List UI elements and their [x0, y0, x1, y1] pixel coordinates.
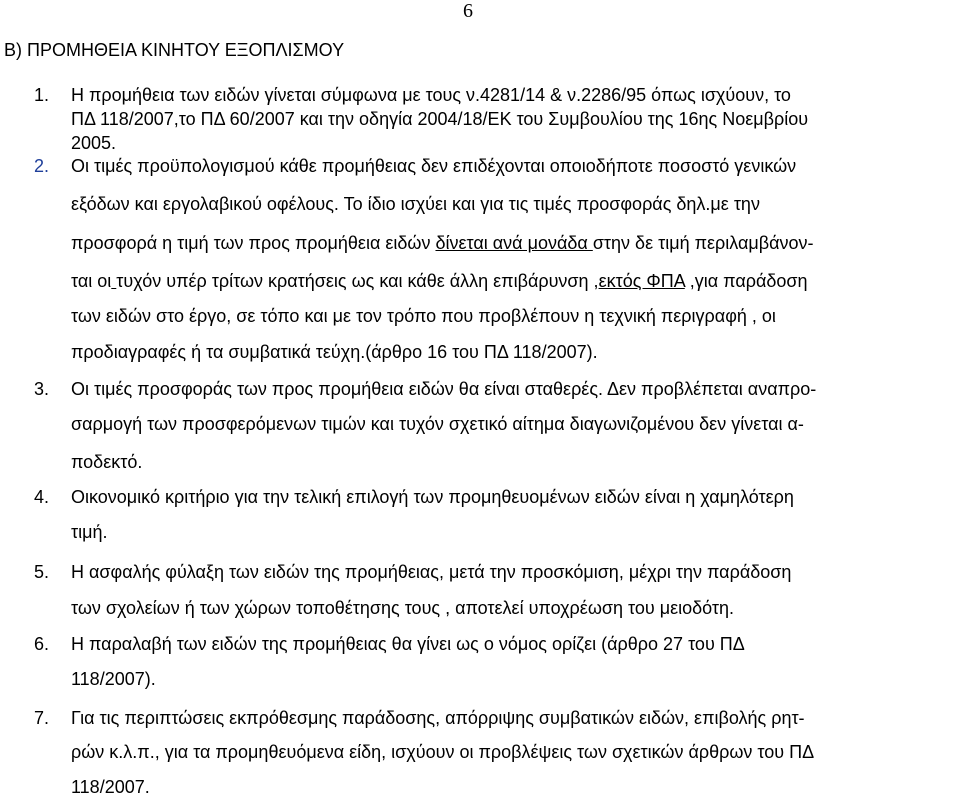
- item-1-line: Η προμήθεια των ειδών γίνεται σύμφωνα με τους ν.4281/14 & ν.2286/95 όπως ισχύουν, το: [71, 85, 791, 105]
- item-6-line: 118/2007).: [71, 669, 156, 689]
- text-segment: ,για παράδοση: [684, 271, 808, 291]
- item-7-line: Για τις περιπτώσεις εκπρόθεσμης παράδοσης, απόρριψης συμβατικών ειδών, επιβολής ρητ-: [71, 708, 805, 728]
- item-6-line: Η παραλαβή των ειδών της προμήθειας θα γίνει ως ο νόμος ορίζει (άρθρο 27 του ΠΔ: [71, 634, 745, 654]
- item-7-number: 7.: [34, 708, 50, 728]
- text-segment: προσφορά η τιμή των προς προμήθεια ειδών: [71, 233, 436, 253]
- item-2-line: προδιαγραφές ή τα συμβατικά τεύχη.(άρθρο 16 του ΠΔ 118/2007).: [71, 342, 598, 362]
- item-2-line: [71, 233, 814, 254]
- item-1-number: 1.: [34, 85, 50, 105]
- text-segment: τυχόν υπέρ τρίτων κρατήσεις ως και κάθε άλλη επιβάρυνση ,: [116, 271, 599, 291]
- item-4-line: Οικονομικό κριτήριο για την τελική επιλογή των προμηθευομένων ειδών είναι η χαμηλότερη: [71, 487, 794, 507]
- page-number: 6: [463, 0, 473, 22]
- item-3-line: Οι τιμές προσφοράς των προς προμήθεια ειδών θα είναι σταθερές. Δεν προβλέπεται αναπρο-: [71, 379, 817, 399]
- text-segment: στην δε τιμή περιλαμβάνον-: [592, 233, 814, 253]
- item-7-line: 118/2007.: [71, 777, 150, 797]
- underlined-text: δίνεται ανά μονάδα: [435, 233, 593, 253]
- item-2-number: 2.: [34, 156, 50, 176]
- underlined-text: εκτός ΦΠΑ: [598, 271, 685, 291]
- item-6-number: 6.: [34, 634, 50, 654]
- item-5-number: 5.: [34, 562, 50, 582]
- item-3-number: 3.: [34, 379, 50, 399]
- item-5-line: των σχολείων ή των χώρων τοποθέτησης τους , αποτελεί υποχρέωση του μειοδότη.: [71, 598, 735, 618]
- section-title: Β) ΠΡΟΜΗΘΕΙΑ ΚΙΝΗΤΟΥ ΕΞΟΠΛΙΣΜΟΥ: [4, 40, 345, 60]
- item-2-line: [71, 271, 808, 292]
- item-2-line: Οι τιμές προϋπολογισμού κάθε προμήθειας δεν επιδέχονται οποιοδήποτε ποσοστό γενικών: [71, 156, 797, 176]
- item-5-line: Η ασφαλής φύλαξη των ειδών της προμήθειας, μετά την προσκόμιση, μέχρι την παράδοση: [71, 562, 792, 582]
- item-4-number: 4.: [34, 487, 50, 507]
- item-1-line: ΠΔ 118/2007,το ΠΔ 60/2007 και την οδηγία 2004/18/ΕΚ του Συμβουλίου της 16ης Νοεμβρίου: [71, 109, 809, 129]
- item-4-line: τιμή.: [71, 522, 108, 542]
- item-2-line: των ειδών στο έργο, σε τόπο και με τον τρόπο που προβλέπουν η τεχνική περιγραφή , οι: [71, 306, 776, 326]
- item-1-line: 2005.: [71, 133, 117, 153]
- text-segment: ται οι: [71, 271, 112, 291]
- item-3-line: σαρμογή των προσφερόμενων τιμών και τυχόν σχετικό αίτημα διαγωνιζομένου δεν γίνεται α-: [71, 414, 804, 434]
- item-3-line: ποδεκτό.: [71, 452, 143, 472]
- item-2-line: εξόδων και εργολαβικού οφέλους. Το ίδιο ισχύει και για τις τιμές προσφοράς δηλ.με την: [71, 194, 760, 214]
- item-7-line: ρών κ.λ.π., για τα προμηθευόμενα είδη, ισχύουν οι προβλέψεις των σχετικών άρθρων του ΠΔ: [71, 742, 815, 762]
